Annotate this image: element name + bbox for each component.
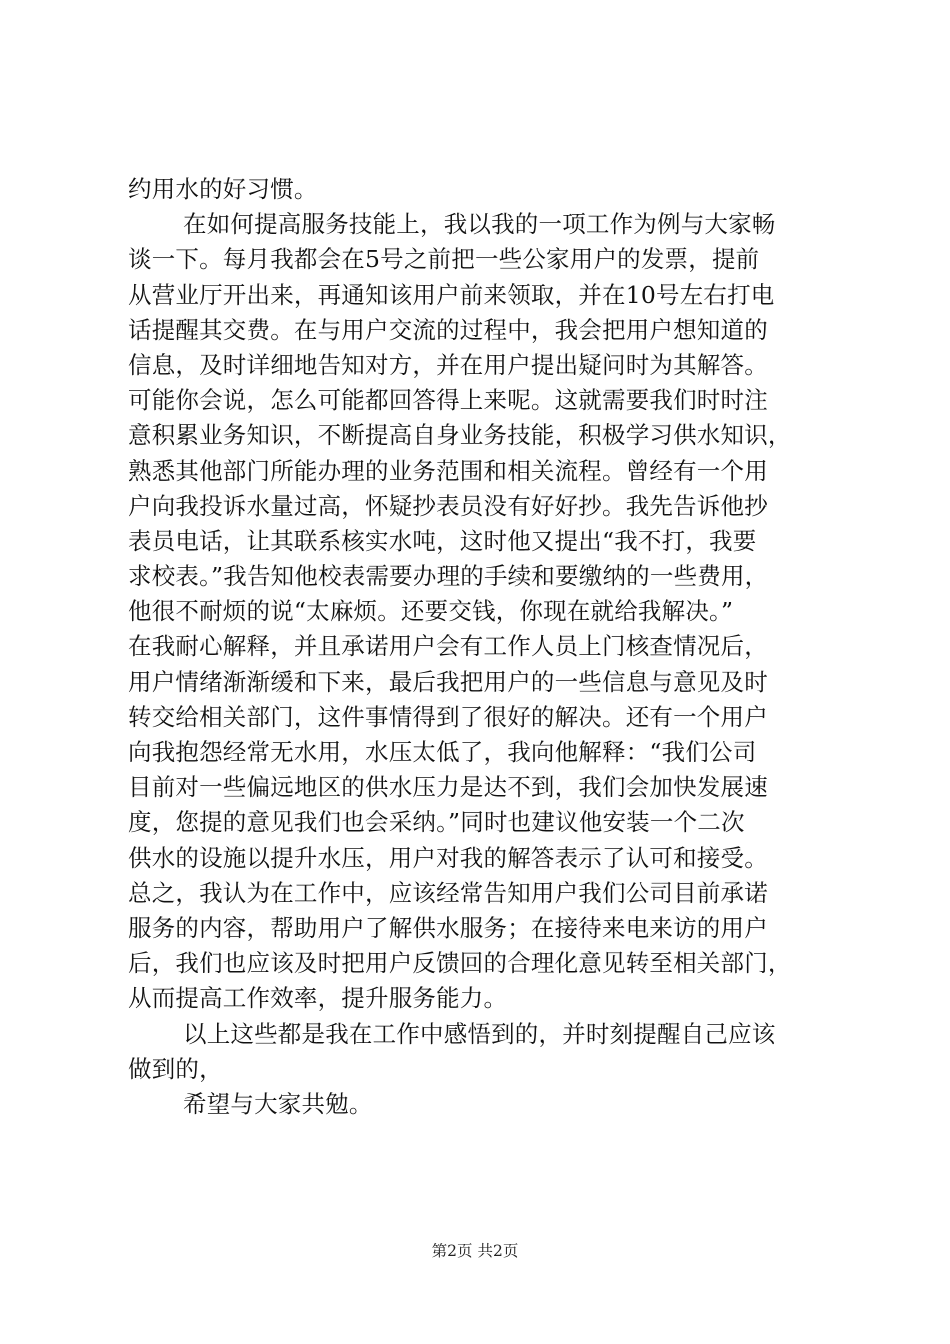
text-line: 信息，及时详细地告知对方，并在用户提出疑问时为其解答。 [128, 350, 768, 379]
text-line: 在我耐心解释，并且承诺用户会有工作人员上门核查情况后， [128, 632, 768, 661]
text-line: 总之，我认为在工作中，应该经常告知用户我们公司目前承诺 [128, 878, 768, 907]
text-line: 做到的， [128, 1054, 223, 1083]
text-line: 可能你会说，怎么可能都回答得上来呢。这就需要我们时时注 [128, 386, 768, 415]
text-line: 约用水的好习惯。 [128, 175, 318, 203]
paragraph-first-line: 希望与大家共勉。 [183, 1089, 373, 1118]
text-line: 熟悉其他部门所能办理的业务范围和相关流程。曾经有一个用 [128, 456, 768, 485]
text-line: 求校表。”我告知他校表需要办理的手续和要缴纳的一些费用， [128, 562, 769, 591]
text-line: 话提醒其交费。在与用户交流的过程中，我会把用户想知道的 [128, 315, 768, 344]
paragraph-first-line: 在如何提高服务技能上，我以我的一项工作为例与大家畅 [183, 210, 776, 239]
text-line: 目前对一些偏远地区的供水压力是达不到，我们会加快发展速 [128, 773, 768, 802]
text-line: 表员电话，让其联系核实水吨，这时他又提出“我不打，我要 [128, 526, 757, 555]
document-body [128, 172, 840, 1122]
text-line: 从而提高工作效率，提升服务能力。 [128, 984, 508, 1013]
text-line: 从营业厅开出来，再通知该用户前来领取，并在10号左右打电 [128, 280, 775, 309]
text-line: 度，您提的意见我们也会采纳。”同时也建议他安装一个二次 [128, 808, 745, 837]
paragraph-first-line: 以上这些都是我在工作中感悟到的，并时刻提醒自己应该 [183, 1019, 776, 1048]
text-line: 服务的内容，帮助用户了解供水服务；在接待来电来访的用户 [128, 913, 768, 942]
text-line: 意积累业务知识，不断提高自身业务技能，积极学习供水知识， [128, 421, 792, 450]
text-line: 谈一下。每月我都会在5号之前把一些公家用户的发票，提前 [128, 245, 760, 274]
text-line: 转交给相关部门，这件事情得到了很好的解决。还有一个用户 [128, 702, 768, 731]
text-line: 后，我们也应该及时把用户反馈回的合理化意见转至相关部门， [128, 949, 792, 978]
page-number-footer: 第2页 共2页 [431, 1242, 519, 1260]
text-line: 向我抱怨经常无水用，水压太低了，我向他解释：“我们公司 [128, 738, 757, 766]
text-line: 户向我投诉水量过高，怀疑抄表员没有好好抄。我先告诉他抄 [128, 491, 768, 520]
text-line: 用户情绪渐渐缓和下来，最后我把用户的一些信息与意见及时 [128, 667, 768, 696]
text-line: 他很不耐烦的说“太麻烦。还要交钱，你现在就给我解决。” [128, 597, 734, 626]
text-line: 供水的设施以提升水压，用户对我的解答表示了认可和接受。 [128, 843, 768, 872]
